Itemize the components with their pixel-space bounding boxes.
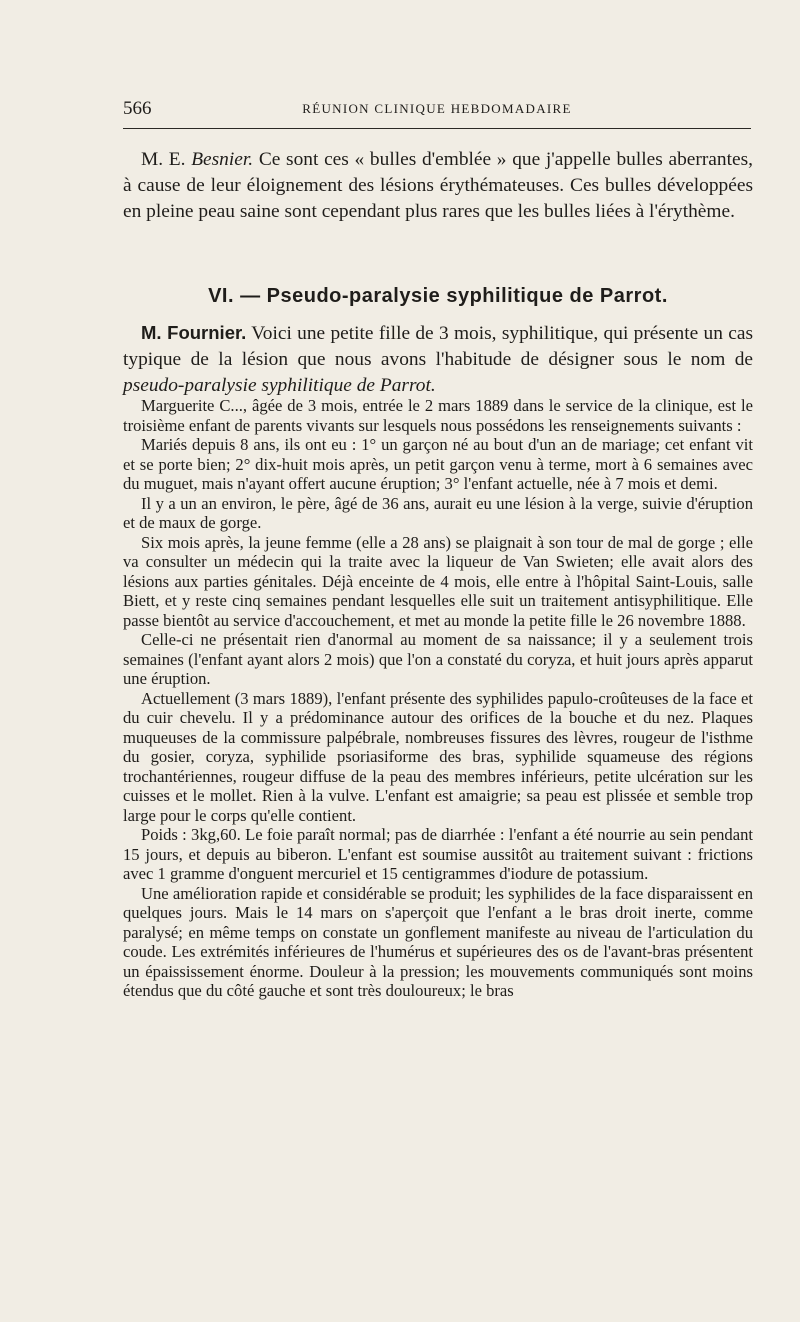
- paragraph: Une amélioration rapide et considérable se produit; les syphilides de la face disparaissent en quelques jours. Mais le 14 mars on s'aperçoit que l'enfant a le bras droit inerte, comme paralysé; en même temps on constate un gonflement manifeste au niveau de l'articulation du coude. Les extrémités inférieures de l'humérus et supérieures des os de l'avant-bras présentent un épaississement énorme. Douleur à la pression; les mouvements communiqués sont moins étendus que du côté gauche et sont très douloureux; le bras: [123, 883, 753, 1000]
- paragraph: Il y a un an environ, le père, âgé de 36 ans, aurait eu une lésion à la verge, suivie d'éruption et de maux de gorge.: [123, 493, 753, 532]
- page-number: 566: [123, 98, 152, 119]
- intro-text: Ce sont ces « bulles d'emblée » que j'appelle bulles aberrantes, à cause de leur éloignement des lésions érythémateuses. Ces bulles développées en pleine peau saine sont cependant plus rares que les bulles liées à l'érythème.: [123, 149, 753, 222]
- intro-paragraph: [123, 147, 753, 225]
- paragraph: Celle-ci ne présentait rien d'anormal au moment de sa naissance; il y a seulement trois semaines (l'enfant ayant alors 2 mois) que l'on a constaté du coryza, et huit jours après apparut une éruption.: [123, 630, 753, 688]
- lead-speaker: M. Fournier.: [141, 322, 247, 343]
- section-title: VI. — Pseudo-paralysie syphilitique de Parrot.: [208, 285, 668, 307]
- speaker-initial: M. E.: [141, 149, 186, 170]
- running-title: RÉUNION CLINIQUE HEBDOMADAIRE: [302, 101, 572, 116]
- intro-block: [123, 147, 753, 225]
- lead-paragraph: [123, 320, 753, 399]
- paragraph: Poids : 3kg,60. Le foie paraît normal; pas de diarrhée : l'enfant a été nourrie au sein pendant 15 jours, et depuis au biberon. L'enfant est soumise aussitôt au traitement suivant : frictions avec 1 gramme d'onguent mercuriel et 15 centigrammes d'iodure de potassium.: [123, 825, 753, 883]
- case-report: [123, 396, 753, 1001]
- paragraph: Marguerite C..., âgée de 3 mois, entrée le 2 mars 1889 dans le service de la clinique, est le troisième enfant de parents vivants sur lesquels nous possédons les renseignements suivants :: [123, 396, 753, 435]
- lead-block: [123, 320, 753, 399]
- header-rule: [123, 128, 751, 129]
- speaker-name: Besnier.: [191, 149, 254, 170]
- lead-italic: pseudo-paralysie syphilitique de Parrot.: [123, 375, 436, 396]
- paragraph: Six mois après, la jeune femme (elle a 28 ans) se plaignait à son tour de mal de gorge ; elle va consulter un médecin qui la traite avec la liqueur de Van Swieten; elle avait alors des lésions aux parties génitales. Déjà enceinte de 4 mois, elle entre à l'hôpital Saint-Louis, salle Biett, et y reste cinq semaines pendant lesquelles elle suit un traitement antisyphilitique. Elle passe bientôt au service d'accouchement, et met au monde la petite fille le 26 novembre 1888.: [123, 532, 753, 630]
- paragraph: Actuellement (3 mars 1889), l'enfant présente des syphilides papulo-croûteuses de la face et du cuir chevelu. Il y a prédominance autour des orifices de la bouche et du nez. Plaques muqueuses de la commissure palpébrale, nombreuses fissures des lèvres, rougeur de l'isthme du gosier, coryza, syphilide psoriasiforme des bras, syphilide squameuse des régions trochantériennes, rougeur diffuse de la peau des membres inférieurs, petite ulcération sur les cuisses et le mollet. Rien à la vulve. L'enfant est amaigrie; sa peau est plissée et semble trop large pour le corps qu'elle contient.: [123, 688, 753, 825]
- page-header: [123, 98, 751, 122]
- lead-text: Voici une petite fille de 3 mois, syphilitique, qui présente un cas typique de la lésion que nous avons l'habitude de désigner sous le nom de: [123, 323, 753, 370]
- paragraph: Mariés depuis 8 ans, ils ont eu : 1° un garçon né au bout d'un an de mariage; cet enfant vit et se porte bien; 2° dix-huit mois après, un petit garçon venu à terme, mort à 6 semaines avec du muguet, mais n'ayant offert aucune éruption; 3° l'enfant actuelle, née à 7 mois et demi.: [123, 435, 753, 493]
